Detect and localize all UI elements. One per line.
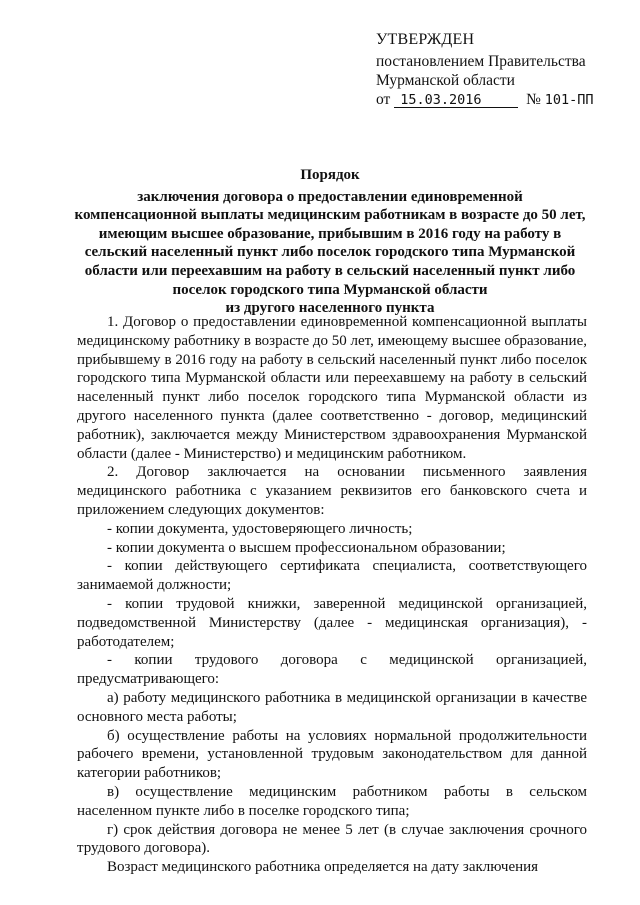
approval-date: 15.03.2016 (394, 93, 518, 108)
sub-item: б) осуществление работы на условиях нормальной продолжительности рабочего времени, установленной трудовым законодательством для данной категории работников; (77, 727, 587, 782)
approval-date-line (376, 90, 594, 110)
approval-heading: УТВЕРЖДЕН (376, 31, 475, 48)
document-title (60, 166, 600, 318)
paragraph-2: 2. Договор заключается на основании письменного заявления медицинского работника с указанием реквизитов его банковского счета и приложением следующих документов: (77, 464, 587, 518)
approval-stamp (376, 30, 594, 110)
approval-line-1: постановлением Правительства (376, 53, 586, 70)
approval-from-label: от (376, 91, 391, 108)
title-line: имеющим высшее образование, прибывшим в 2016 году на работу в (98, 225, 562, 242)
sub-item: в) осуществление медицинским работником работы в сельском населенном пункте либо в поселке городского типа; (77, 783, 587, 819)
approval-number-label: № (526, 91, 541, 108)
title-line: заключения договора о предоставлении единовременной (137, 188, 523, 205)
document-body (77, 313, 587, 877)
list-item: - копии трудового договора с медицинской организацией, предусматривающего: (77, 652, 587, 688)
approval-line-2: Мурманской области (376, 72, 515, 89)
title-line: Порядок (300, 167, 360, 183)
title-line: из другого населенного пункта (225, 300, 435, 317)
title-line: области или переехавшим на работу в сельский населенный пункт либо (84, 262, 576, 279)
approval-number: 101-ПП (544, 92, 594, 108)
paragraph-3: Возраст медицинского работника определяется на дату заключения (107, 859, 539, 876)
title-line: сельский населенный пункт либо поселок городского типа Мурманской (84, 244, 576, 261)
sub-item: г) срок действия договора не менее 5 лет (в случае заключения срочного трудового договора). (77, 821, 587, 857)
title-line: поселок городского типа Мурманской области (172, 281, 488, 298)
list-item: - копии трудовой книжки, заверенной медицинской организацией, подведомственной Министерству (далее - медицинская организация), - работодателем; (77, 595, 587, 650)
sub-item: а) работу медицинского работника в медицинской организации в качестве основного места работы; (77, 689, 587, 725)
title-line: компенсационной выплаты медицинским работникам в возрасте до 50 лет, (74, 207, 586, 224)
paragraph-1: 1. Договор о предоставлении единовременной компенсационной выплаты медицинскому работнику в возрасте до 50 лет, имеющему высшее образование, прибывшему в 2016 году на работу в сельский населенный пункт либо поселок городского типа Мурманской области или переехавшему на работу в сельский населенный пункт либо поселок городского типа Мурманской области из другого населенного пункта (далее соответственно - договор, медицинский работник), заключается между Министерством здравоохранения Мурманской области (далее - Министерство) и медицинским работником. (77, 314, 587, 462)
list-item: - копии действующего сертификата специалиста, соответствующего занимаемой должности; (77, 558, 587, 594)
list-item: - копии документа о высшем профессиональном образовании; (107, 539, 506, 556)
list-item: - копии документа, удостоверяющего личность; (107, 520, 413, 537)
